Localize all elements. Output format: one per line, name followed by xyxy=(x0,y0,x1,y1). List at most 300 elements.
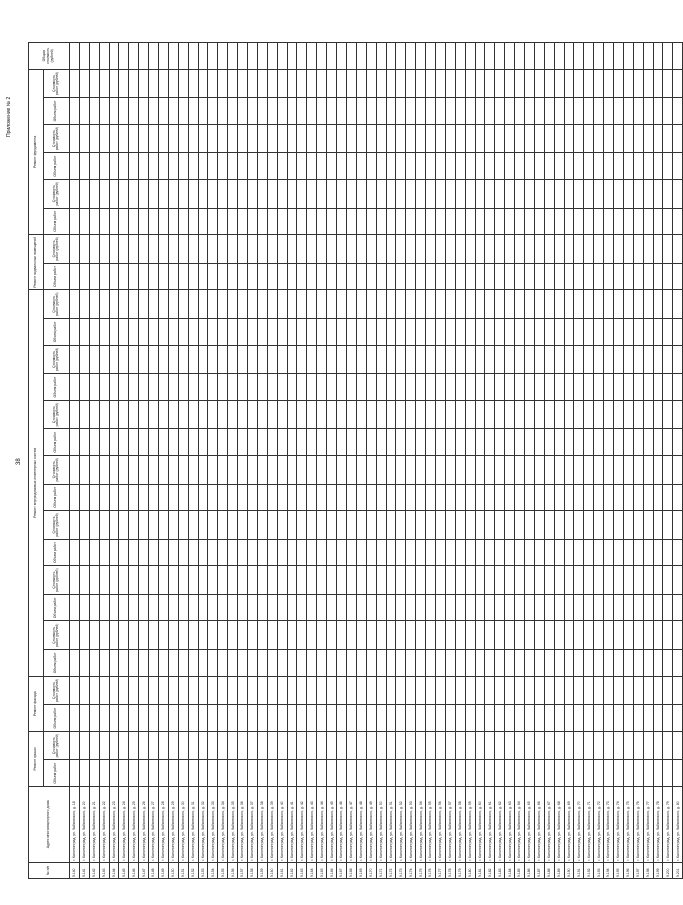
row-cell xyxy=(317,124,327,153)
row-number: 9.192 xyxy=(584,862,594,878)
row-cell xyxy=(554,650,564,677)
row-cell xyxy=(475,511,485,540)
row-cell xyxy=(376,374,386,401)
row-cell xyxy=(465,511,475,540)
row-cell xyxy=(248,179,258,208)
row-cell xyxy=(337,153,347,180)
row-cell xyxy=(376,290,386,319)
row-cell xyxy=(574,455,584,484)
row-cell xyxy=(109,43,119,70)
row-cell xyxy=(109,621,119,650)
row-cell xyxy=(515,484,525,511)
row-cell xyxy=(534,400,544,429)
row-cell xyxy=(277,179,287,208)
row-cell xyxy=(188,760,198,787)
row-cell xyxy=(613,124,623,153)
row-cell xyxy=(495,760,505,787)
row-cell xyxy=(406,98,416,125)
row-cell xyxy=(109,511,119,540)
row-cell xyxy=(554,539,564,566)
row-cell xyxy=(188,455,198,484)
row-cell xyxy=(435,705,445,732)
row-cell xyxy=(228,731,238,760)
row-cell xyxy=(426,290,436,319)
row-cell xyxy=(109,179,119,208)
row-cell xyxy=(228,263,238,290)
row-cell xyxy=(297,484,307,511)
row-number: 9.195 xyxy=(613,862,623,878)
row-cell xyxy=(505,539,515,566)
row-cell xyxy=(218,98,228,125)
row-cell xyxy=(445,650,455,677)
row-cell xyxy=(89,760,99,787)
row-cell xyxy=(198,235,208,264)
row-cell xyxy=(70,594,80,621)
row-cell xyxy=(238,511,248,540)
table-row xyxy=(613,8,623,879)
row-cell xyxy=(643,429,653,456)
row-cell xyxy=(337,290,347,319)
row-address: г. Калининград, ул. Чайковского, д. 65 xyxy=(524,787,534,863)
row-cell xyxy=(475,429,485,456)
row-cell xyxy=(574,124,584,153)
row-cell xyxy=(188,539,198,566)
row-cell xyxy=(643,621,653,650)
row-cell xyxy=(445,594,455,621)
row-cell xyxy=(673,429,683,456)
row-address: г. Калининград, ул. Чайковского, д. 58 xyxy=(455,787,465,863)
row-cell xyxy=(168,731,178,760)
row-cell xyxy=(515,566,525,595)
row-cell xyxy=(89,290,99,319)
row-cell xyxy=(524,179,534,208)
row-cell xyxy=(564,760,574,787)
row-cell xyxy=(426,539,436,566)
row-cell xyxy=(267,594,277,621)
row-cell xyxy=(139,566,149,595)
table-row xyxy=(188,8,198,879)
row-cell xyxy=(544,263,554,290)
row-cell xyxy=(70,235,80,264)
row-cell xyxy=(505,179,515,208)
row-cell xyxy=(613,319,623,346)
row-cell xyxy=(346,43,356,70)
row-cell xyxy=(633,705,643,732)
table-row xyxy=(594,8,604,879)
cost-subheader: Стоимость работ (рублей) xyxy=(43,235,69,264)
row-cell xyxy=(327,208,337,235)
row-cell xyxy=(623,429,633,456)
row-cell xyxy=(257,705,267,732)
row-cell xyxy=(139,43,149,70)
row-cell xyxy=(218,539,228,566)
row-cell xyxy=(574,429,584,456)
row-cell xyxy=(287,153,297,180)
row-cell xyxy=(633,731,643,760)
row-cell xyxy=(505,594,515,621)
row-cell xyxy=(129,594,139,621)
row-cell xyxy=(317,69,327,98)
row-cell xyxy=(356,263,366,290)
row-cell xyxy=(604,98,614,125)
row-cell xyxy=(317,319,327,346)
row-cell xyxy=(594,676,604,705)
row-cell xyxy=(613,290,623,319)
row-number: 9.181 xyxy=(475,862,485,878)
row-cell xyxy=(99,98,109,125)
row-cell xyxy=(505,235,515,264)
row-cell xyxy=(376,319,386,346)
row-number: 9.146 xyxy=(129,862,139,878)
row-cell xyxy=(613,650,623,677)
row-cell xyxy=(554,760,564,787)
row-cell xyxy=(396,153,406,180)
row-cell xyxy=(594,345,604,374)
row-cell xyxy=(505,650,515,677)
cost-subheader: Стоимость работ (рублей) xyxy=(43,511,69,540)
row-cell xyxy=(109,760,119,787)
row-address: г. Калининград, ул. Чайковского, д. 42 xyxy=(297,787,307,863)
row-cell xyxy=(416,650,426,677)
row-cell xyxy=(267,484,277,511)
row-cell xyxy=(465,676,475,705)
row-cell xyxy=(139,650,149,677)
row-cell xyxy=(346,621,356,650)
row-cell xyxy=(267,69,277,98)
row-cell xyxy=(643,43,653,70)
row-cell xyxy=(297,179,307,208)
row-number: 9.141 xyxy=(79,862,89,878)
row-cell xyxy=(89,705,99,732)
row-cell xyxy=(228,208,238,235)
row-cell xyxy=(267,263,277,290)
row-cell xyxy=(653,705,663,732)
row-cell xyxy=(159,676,169,705)
row-cell xyxy=(277,621,287,650)
row-cell xyxy=(178,98,188,125)
row-cell xyxy=(159,69,169,98)
row-cell xyxy=(257,235,267,264)
row-cell xyxy=(455,594,465,621)
row-cell xyxy=(376,98,386,125)
row-cell xyxy=(435,429,445,456)
row-cell xyxy=(129,98,139,125)
row-cell xyxy=(554,511,564,540)
row-cell xyxy=(109,345,119,374)
row-cell xyxy=(485,455,495,484)
row-cell xyxy=(218,179,228,208)
row-cell xyxy=(435,731,445,760)
row-cell xyxy=(198,345,208,374)
row-cell xyxy=(613,731,623,760)
row-cell xyxy=(485,208,495,235)
row-address: г. Калининград, ул. Чайковского, д. 30 xyxy=(178,787,188,863)
row-cell xyxy=(594,153,604,180)
row-cell xyxy=(297,621,307,650)
row-cell xyxy=(653,511,663,540)
row-cell xyxy=(327,566,337,595)
row-cell xyxy=(70,705,80,732)
row-cell xyxy=(663,400,673,429)
row-cell xyxy=(485,400,495,429)
row-cell xyxy=(287,124,297,153)
table-row xyxy=(544,8,554,879)
row-cell xyxy=(396,484,406,511)
cost-subheader: Стоимость работ (рублей) xyxy=(43,69,69,98)
row-cell xyxy=(376,455,386,484)
row-cell xyxy=(70,676,80,705)
row-cell xyxy=(594,539,604,566)
table-row xyxy=(416,8,426,879)
row-cell xyxy=(366,566,376,595)
row-cell xyxy=(356,484,366,511)
row-cell xyxy=(376,345,386,374)
row-cell xyxy=(79,43,89,70)
row-cell xyxy=(178,235,188,264)
row-cell xyxy=(307,731,317,760)
row-address: г. Калининград, ул. Чайковского, д. 20 xyxy=(79,787,89,863)
row-cell xyxy=(109,676,119,705)
row-cell xyxy=(149,539,159,566)
row-cell xyxy=(70,69,80,98)
row-cell xyxy=(406,208,416,235)
row-cell xyxy=(139,208,149,235)
row-cell xyxy=(396,429,406,456)
row-cell xyxy=(267,650,277,677)
row-cell xyxy=(584,760,594,787)
row-cell xyxy=(673,484,683,511)
row-cell xyxy=(633,594,643,621)
row-number: 9.199 xyxy=(653,862,663,878)
row-cell xyxy=(455,43,465,70)
row-number: 9.201 xyxy=(673,862,683,878)
row-cell xyxy=(139,455,149,484)
row-cell xyxy=(277,319,287,346)
row-cell xyxy=(604,539,614,566)
row-cell xyxy=(426,566,436,595)
row-cell xyxy=(604,621,614,650)
row-cell xyxy=(208,290,218,319)
row-number: 9.158 xyxy=(248,862,258,878)
row-cell xyxy=(366,179,376,208)
row-cell xyxy=(218,731,228,760)
row-cell xyxy=(584,43,594,70)
row-number: 9.184 xyxy=(505,862,515,878)
row-address: г. Калининград, ул. Чайковского, д. 33 xyxy=(208,787,218,863)
row-cell xyxy=(554,345,564,374)
row-cell xyxy=(416,153,426,180)
row-cell xyxy=(327,98,337,125)
table-row xyxy=(584,8,594,879)
row-address: г. Калининград, ул. Чайковского, д. 73 xyxy=(604,787,614,863)
row-cell xyxy=(366,760,376,787)
row-cell xyxy=(386,676,396,705)
row-cell xyxy=(554,319,564,346)
row-cell xyxy=(633,374,643,401)
row-cell xyxy=(317,235,327,264)
row-cell xyxy=(584,566,594,595)
row-cell xyxy=(139,621,149,650)
row-cell xyxy=(435,484,445,511)
row-cell xyxy=(70,179,80,208)
row-cell xyxy=(257,760,267,787)
row-cell xyxy=(119,290,129,319)
row-cell xyxy=(426,235,436,264)
row-cell xyxy=(564,455,574,484)
row-number: 9.161 xyxy=(277,862,287,878)
row-cell xyxy=(356,429,366,456)
row-cell xyxy=(346,235,356,264)
row-cell xyxy=(238,429,248,456)
row-cell xyxy=(544,124,554,153)
row-cell xyxy=(515,594,525,621)
row-cell xyxy=(604,319,614,346)
row-cell xyxy=(445,179,455,208)
row-cell xyxy=(564,179,574,208)
row-cell xyxy=(613,208,623,235)
row-cell xyxy=(79,539,89,566)
row-cell xyxy=(515,455,525,484)
row-cell xyxy=(633,760,643,787)
row-cell xyxy=(218,319,228,346)
row-cell xyxy=(208,263,218,290)
row-cell xyxy=(435,43,445,70)
row-cell xyxy=(257,98,267,125)
row-cell xyxy=(544,179,554,208)
row-cell xyxy=(574,621,584,650)
row-cell xyxy=(663,43,673,70)
row-cell xyxy=(515,235,525,264)
row-address: г. Калининград, ул. Чайковского, д. 52 xyxy=(396,787,406,863)
row-number: 9.178 xyxy=(445,862,455,878)
row-cell xyxy=(267,290,277,319)
row-cell xyxy=(287,98,297,125)
row-cell xyxy=(168,153,178,180)
row-cell xyxy=(218,153,228,180)
row-cell xyxy=(475,374,485,401)
table-row xyxy=(515,8,525,879)
row-cell xyxy=(604,455,614,484)
row-cell xyxy=(248,484,258,511)
row-cell xyxy=(228,760,238,787)
row-cell xyxy=(277,208,287,235)
row-cell xyxy=(149,319,159,346)
row-number: 9.171 xyxy=(376,862,386,878)
row-address: г. Калининград, ул. Чайковского, д. 40 xyxy=(277,787,287,863)
row-cell xyxy=(554,455,564,484)
row-cell xyxy=(505,621,515,650)
row-cell xyxy=(584,98,594,125)
table-row xyxy=(99,8,109,879)
row-cell xyxy=(505,374,515,401)
row-cell xyxy=(515,153,525,180)
row-cell xyxy=(198,153,208,180)
row-cell xyxy=(356,650,366,677)
row-cell xyxy=(178,374,188,401)
row-address: г. Калининград, ул. Чайковского, д. 37 xyxy=(248,787,258,863)
table-body xyxy=(70,8,683,879)
row-cell xyxy=(228,319,238,346)
row-cell xyxy=(168,429,178,456)
row-cell xyxy=(317,98,327,125)
row-cell xyxy=(188,235,198,264)
row-cell xyxy=(455,235,465,264)
row-cell xyxy=(287,705,297,732)
row-cell xyxy=(505,263,515,290)
row-cell xyxy=(435,400,445,429)
row-cell xyxy=(317,511,327,540)
row-cell xyxy=(337,594,347,621)
row-cell xyxy=(416,43,426,70)
row-cell xyxy=(238,566,248,595)
row-cell xyxy=(534,153,544,180)
row-cell xyxy=(257,345,267,374)
row-cell xyxy=(445,760,455,787)
row-cell xyxy=(307,511,317,540)
row-cell xyxy=(287,400,297,429)
row-cell xyxy=(465,455,475,484)
row-cell xyxy=(89,153,99,180)
row-cell xyxy=(346,539,356,566)
cost-subheader: Стоимость работ (рублей) xyxy=(43,455,69,484)
row-cell xyxy=(534,731,544,760)
row-cell xyxy=(287,511,297,540)
row-cell xyxy=(307,705,317,732)
row-cell xyxy=(346,594,356,621)
row-cell xyxy=(337,650,347,677)
row-cell xyxy=(455,263,465,290)
row-cell xyxy=(495,594,505,621)
row-address: г. Калининград, ул. Чайковского, д. 46 xyxy=(337,787,347,863)
row-number: 9.179 xyxy=(455,862,465,878)
row-cell xyxy=(663,208,673,235)
row-cell xyxy=(663,455,673,484)
row-cell xyxy=(604,705,614,732)
row-cell xyxy=(257,650,267,677)
row-cell xyxy=(178,179,188,208)
row-cell xyxy=(594,124,604,153)
row-cell xyxy=(564,676,574,705)
row-cell xyxy=(396,539,406,566)
row-cell xyxy=(327,539,337,566)
row-cell xyxy=(337,374,347,401)
row-cell xyxy=(534,235,544,264)
row-cell xyxy=(188,650,198,677)
row-cell xyxy=(524,69,534,98)
row-cell xyxy=(524,345,534,374)
row-cell xyxy=(485,263,495,290)
row-cell xyxy=(89,539,99,566)
row-cell xyxy=(228,290,238,319)
row-cell xyxy=(485,124,495,153)
cost-subheader: Стоимость работ (рублей) xyxy=(43,621,69,650)
row-cell xyxy=(465,705,475,732)
table-row xyxy=(346,8,356,879)
row-cell xyxy=(426,263,436,290)
row-cell xyxy=(149,400,159,429)
row-cell xyxy=(238,455,248,484)
row-cell xyxy=(376,511,386,540)
row-cell xyxy=(524,650,534,677)
row-cell xyxy=(633,511,643,540)
row-cell xyxy=(485,511,495,540)
row-cell xyxy=(604,566,614,595)
row-cell xyxy=(208,374,218,401)
row-number: 9.140 xyxy=(70,862,80,878)
row-cell xyxy=(604,69,614,98)
row-cell xyxy=(79,179,89,208)
row-address: г. Калининград, ул. Чайковского, д. 61 xyxy=(485,787,495,863)
